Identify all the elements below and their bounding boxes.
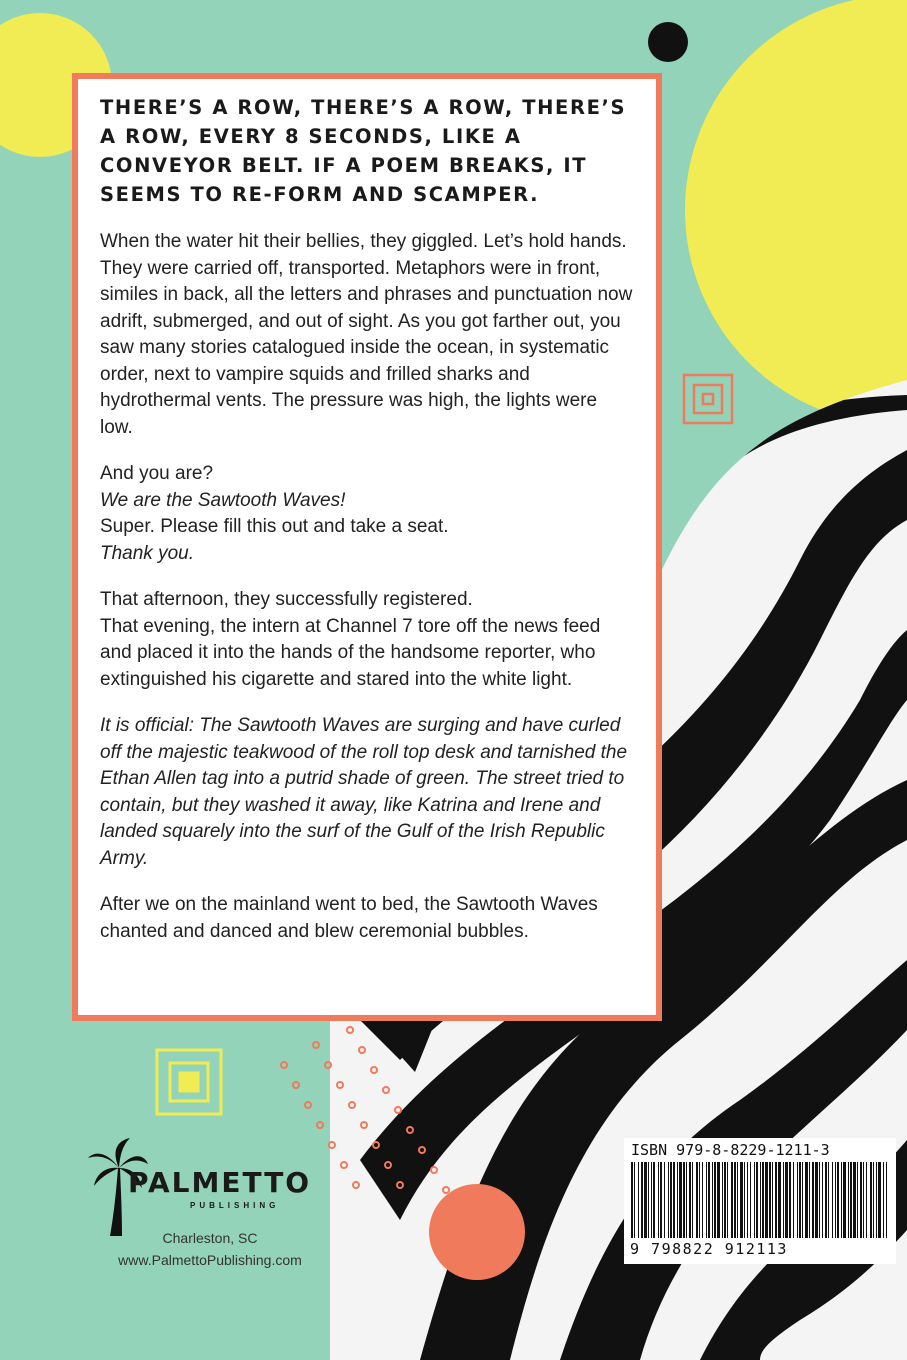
barcode-bar bbox=[712, 1162, 713, 1238]
paragraph-3 bbox=[100, 587, 634, 693]
barcode-bar bbox=[866, 1162, 867, 1238]
barcode-bar bbox=[750, 1162, 751, 1238]
barcode-bar bbox=[789, 1162, 791, 1238]
barcode-bar bbox=[683, 1162, 685, 1238]
barcode-bar bbox=[658, 1162, 659, 1238]
barcode-bar bbox=[828, 1162, 829, 1238]
barcode-bar bbox=[689, 1162, 691, 1238]
publisher-website: www.PalmettoPublishing.com bbox=[118, 1252, 302, 1268]
barcode-bar bbox=[679, 1162, 682, 1238]
barcode-bar bbox=[660, 1162, 662, 1238]
paragraph-1: When the water hit their bellies, they giggled. Let’s hold hands. They were carried off, transported. Metaphors were in front, similes in back, all the letters and phrases and punctuation now adrift, submerged, and out of sight. As you got farther out, you saw many stories catalogued inside the ocean, in systematic order, next to vampire squids and frilled sharks and hydrothermal vents. The pressure was high, the lights were low. bbox=[100, 231, 633, 438]
barcode-bar bbox=[775, 1162, 777, 1238]
barcode-bar bbox=[870, 1162, 872, 1238]
barcode-bar bbox=[876, 1162, 877, 1238]
barcode-bar bbox=[837, 1162, 839, 1238]
dialogue-line-4: Thank you. bbox=[100, 542, 194, 564]
coral-square-icon bbox=[684, 375, 732, 423]
barcode-bar bbox=[805, 1162, 808, 1238]
barcode-bar bbox=[648, 1162, 649, 1238]
yellow-square-icon bbox=[157, 1050, 221, 1114]
isbn-label: ISBN 979-8-8229-1211-3 bbox=[631, 1141, 830, 1159]
barcode-bar bbox=[760, 1162, 761, 1238]
barcode-bar bbox=[717, 1162, 720, 1238]
paragraph-3-line-2: That evening, the intern at Channel 7 tore off the news feed and placed it into the hands of the handsome reporter, who extinguished his cigarette and stared into the white light. bbox=[100, 615, 601, 690]
barcode-bar bbox=[783, 1162, 784, 1238]
barcode-bar bbox=[673, 1162, 675, 1238]
barcode-bar bbox=[762, 1162, 764, 1238]
barcode-bar bbox=[853, 1162, 856, 1238]
barcode-bar bbox=[848, 1162, 849, 1238]
barcode-bar bbox=[832, 1162, 833, 1238]
barcode-bar bbox=[699, 1162, 700, 1238]
barcode-digits: 9 798822 912113 bbox=[630, 1240, 788, 1258]
paragraph-3-line-1: That afternoon, they successfully registered. bbox=[100, 589, 473, 610]
headline: THERE’S A ROW, THERE’S A ROW, THERE’S A ROW, EVERY 8 SECONDS, LIKE A CONVEYOR BELT. IF A POEM BREAKS, IT SEEMS TO RE-FORM AND SCAMPER. bbox=[100, 96, 627, 206]
barcode-bar bbox=[809, 1162, 810, 1238]
barcode-bar bbox=[785, 1162, 788, 1238]
barcode-bar bbox=[747, 1162, 748, 1238]
barcode-bar bbox=[702, 1162, 703, 1238]
barcode-bar bbox=[631, 1162, 633, 1238]
dialogue-block bbox=[100, 461, 634, 567]
barcode-bar bbox=[638, 1162, 639, 1238]
barcode-bar bbox=[863, 1162, 864, 1238]
barcode-bar bbox=[737, 1162, 738, 1238]
back-cover-text-card bbox=[72, 73, 662, 1021]
barcode-bar bbox=[708, 1162, 710, 1238]
barcode-bar bbox=[653, 1162, 655, 1238]
barcode-bar bbox=[740, 1162, 743, 1238]
paragraph-5: After we on the mainland went to bed, the Sawtooth Waves chanted and danced and blew ceremonial bubbles. bbox=[100, 894, 598, 942]
barcode-bar bbox=[670, 1162, 672, 1238]
barcode-bar bbox=[778, 1162, 781, 1238]
black-dot bbox=[648, 22, 688, 62]
barcode-bar bbox=[797, 1162, 798, 1238]
barcode-bar bbox=[706, 1162, 707, 1238]
publisher-city: Charleston, SC bbox=[162, 1230, 258, 1246]
barcode-bar bbox=[843, 1162, 846, 1238]
barcode-bar bbox=[651, 1162, 652, 1238]
barcode-bar bbox=[819, 1162, 820, 1238]
barcode-bar bbox=[731, 1162, 733, 1238]
paragraph-4: It is official: The Sawtooth Waves are surging and have curled off the majestic teakwood of the roll top desk and tarnished the Ethan Allen tag into a putrid shade of green. The street tried to contain, but they washed it away, like Katrina and Irene and landed squarely into the surf of the Gulf of the Irish Republic Army. bbox=[100, 715, 628, 869]
barcode-bar bbox=[799, 1162, 801, 1238]
barcode-bar bbox=[793, 1162, 794, 1238]
dialogue-line-3: Super. Please fill this out and take a seat. bbox=[100, 516, 449, 537]
isbn-barcode bbox=[624, 1138, 896, 1264]
barcode-bar bbox=[841, 1162, 842, 1238]
barcode-bar bbox=[802, 1162, 803, 1238]
barcode-bar bbox=[886, 1162, 887, 1238]
coral-circle bbox=[429, 1184, 525, 1280]
barcode-bar bbox=[641, 1162, 643, 1238]
barcode-bars bbox=[629, 1162, 891, 1238]
barcode-bar bbox=[835, 1162, 836, 1238]
publisher-name: PALMETTO bbox=[128, 1166, 312, 1199]
barcode-bar bbox=[825, 1162, 827, 1238]
barcode-bar bbox=[727, 1162, 728, 1238]
barcode-bar bbox=[734, 1162, 736, 1238]
barcode-bar bbox=[692, 1162, 693, 1238]
barcode-bar bbox=[644, 1162, 647, 1238]
barcode-bar bbox=[634, 1162, 635, 1238]
barcode-bar bbox=[812, 1162, 814, 1238]
barcode-bar bbox=[873, 1162, 874, 1238]
barcode-bar bbox=[668, 1162, 669, 1238]
barcode-bar bbox=[878, 1162, 881, 1238]
barcode-bar bbox=[744, 1162, 745, 1238]
dialogue-line-2: We are the Sawtooth Waves! bbox=[100, 489, 346, 511]
barcode-bar bbox=[696, 1162, 698, 1238]
barcode-bar bbox=[860, 1162, 862, 1238]
barcode-bar bbox=[686, 1162, 687, 1238]
dialogue-line-1: And you are? bbox=[100, 463, 214, 484]
barcode-bar bbox=[714, 1162, 716, 1238]
barcode-bar bbox=[883, 1162, 884, 1238]
barcode-bar bbox=[815, 1162, 818, 1238]
publisher-sub: PUBLISHING bbox=[190, 1201, 280, 1210]
barcode-bar bbox=[677, 1162, 678, 1238]
barcode-bar bbox=[724, 1162, 726, 1238]
barcode-bar bbox=[822, 1162, 823, 1238]
barcode-bar bbox=[769, 1162, 771, 1238]
barcode-bar bbox=[664, 1162, 665, 1238]
barcode-bar bbox=[850, 1162, 852, 1238]
barcode-bar bbox=[754, 1162, 755, 1238]
barcode-bar bbox=[857, 1162, 858, 1238]
barcode-bar bbox=[722, 1162, 723, 1238]
yellow-circle-topright bbox=[685, 0, 907, 425]
barcode-bar bbox=[756, 1162, 758, 1238]
barcode-bar bbox=[772, 1162, 773, 1238]
barcode-bar bbox=[765, 1162, 768, 1238]
